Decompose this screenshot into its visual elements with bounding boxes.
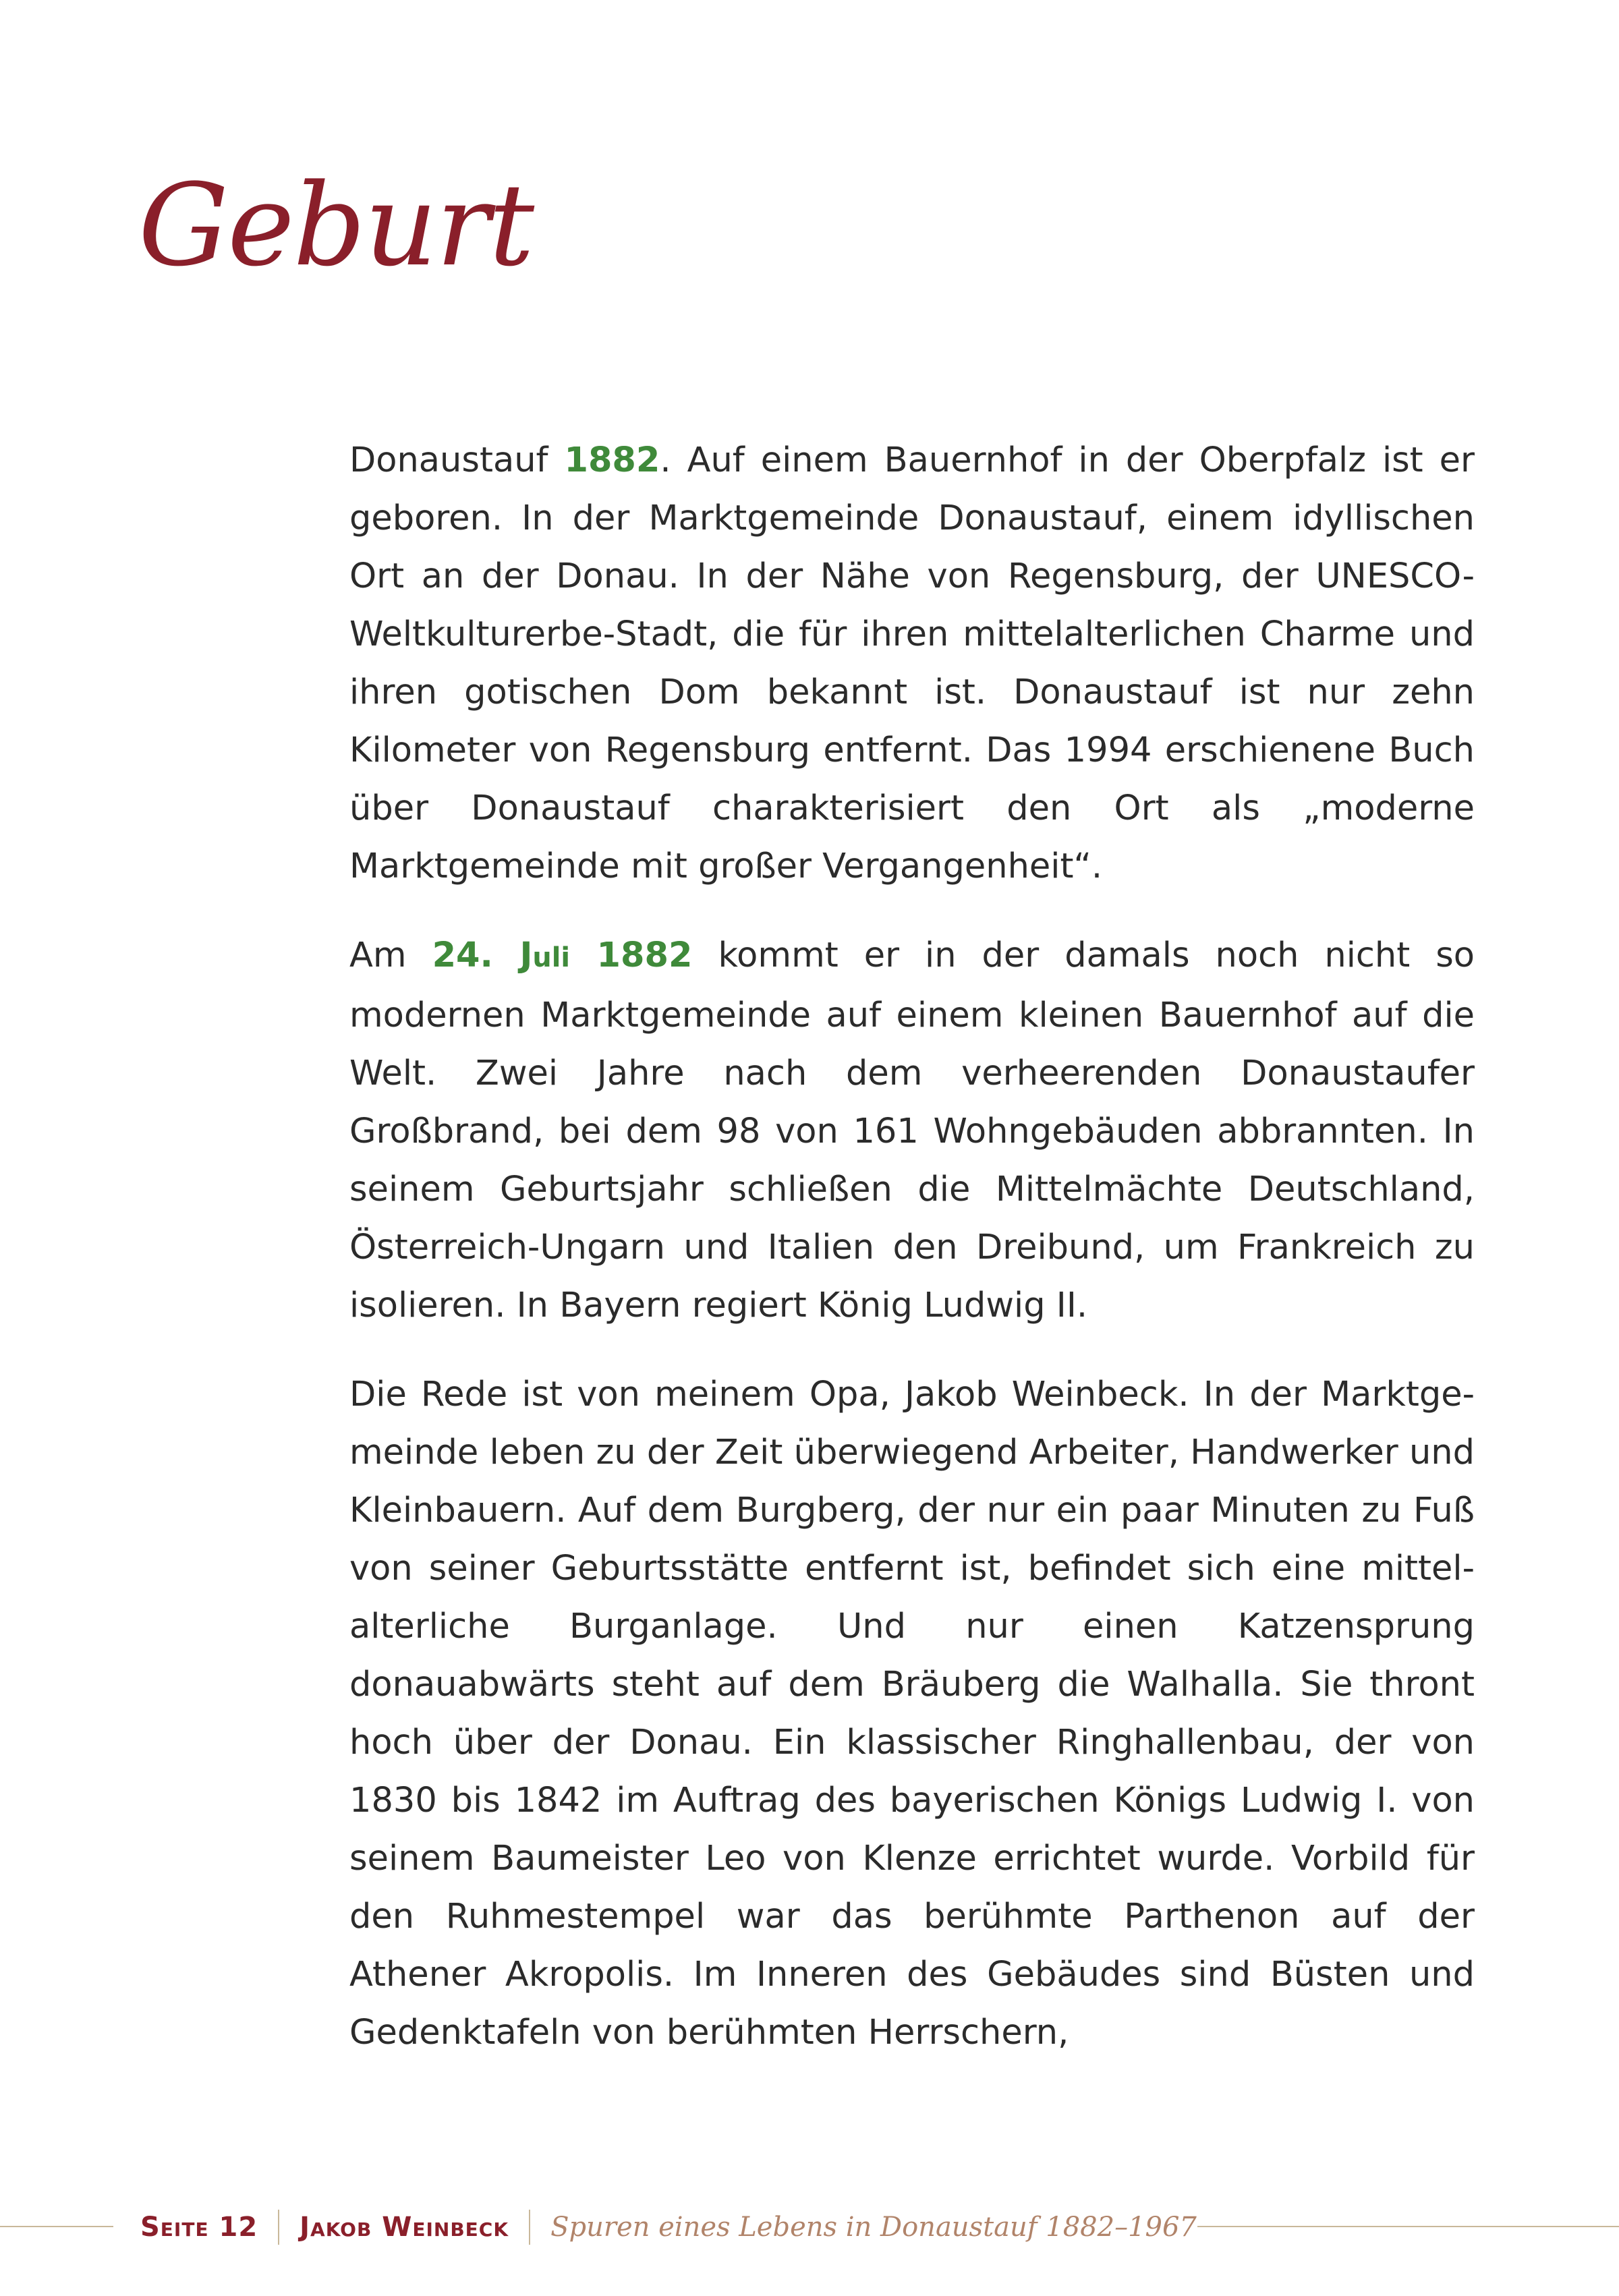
paragraph-2 — [349, 927, 1475, 1335]
footer-page-text: Seite 12 — [140, 2212, 258, 2243]
footer-author: Jakob Weinbeck — [300, 2212, 509, 2243]
birthdate-highlight — [432, 936, 693, 975]
year-highlight: 1882 — [564, 440, 660, 480]
footer-rule-right — [1197, 2226, 1619, 2227]
body-text — [349, 432, 1475, 2093]
footer-divider — [278, 2210, 279, 2245]
birthdate-month-smallcaps: uli — [532, 942, 570, 973]
footer-page-number — [140, 2212, 258, 2243]
paragraph-1-text: . Auf einem Bauernhof in der Oberpfalz ist er geboren. In der Marktgemeinde Donaustauf, einem idyllischen Ort an der Donau. In der Nähe von Regensburg, der UNESCO-Weltkulturerbe-Stadt, die für ihren mittelalterlichen Charme und ihren gotischen Dom bekannt ist. Donaustauf ist nur zehn Kilometer von Regensburg entfernt. Das 1994 erschienene Buch über Donaustauf charakterisiert den Ort als „moderne Marktgemeinde mit großer Vergangenheit“. — [349, 440, 1475, 886]
footer-divider — [529, 2210, 530, 2245]
paragraph-1-lead: Donaustauf — [349, 440, 565, 480]
birthdate-year: 1882 — [570, 936, 693, 975]
paragraph-3: Die Rede ist von meinem Opa, Jakob Weinbeck. In der Marktgemeinde leben zu der Zeit überwiegend Arbeiter, Handwerker und Kleinbauern. Auf dem Burgberg, der nur ein paar Minuten zu Fuß von seiner Geburtsstätte entfernt ist, befindet sich eine mittelalterliche Burganlage. Und nur einen Katzensprung donauabwärts steht auf dem Bräuberg die Walhalla. Sie thront hoch über der Donau. Ein klassischer Ringhallenbau, der von 1830 bis 1842 im Auftrag des bayerischen Königs Ludwig I. von seinem Baumeister Leo von Klenze errichtet wurde. Vorbild für den Ruhmestempel war das berühmte Parthenon auf der Athener Akropolis. Im Inneren des Gebäudes sind Büsten und Gedenktafeln von berühmten Herrschern, — [349, 1375, 1475, 2053]
footer-content — [140, 2207, 1197, 2247]
footer-book-title: Spuren eines Lebens in Donaustauf 1882–1967 — [550, 2212, 1197, 2243]
paragraph-2-lead: Am — [349, 936, 432, 975]
footer-rule-left — [0, 2226, 113, 2227]
page-footer — [0, 2200, 1619, 2254]
page-heading: Geburt — [138, 159, 534, 291]
paragraph-2-text: kommt er in der damals noch nicht so modernen Marktgemeinde auf einem kleinen Bauernhof auf die Welt. Zwei Jahre nach dem verheerenden Donaustaufer Großbrand, bei dem 98 von 161 Wohngebäuden abbrannten. In seinem Geburtsjahr schließen die Mittelmächte Deutschland, Österreich-Ungarn und Italien den Dreibund, um Frankreich zu isolieren. In Bayern regiert König Ludwig II. — [349, 936, 1475, 1325]
birthdate-day: 24. J — [432, 936, 533, 975]
paragraph-1 — [349, 432, 1475, 896]
